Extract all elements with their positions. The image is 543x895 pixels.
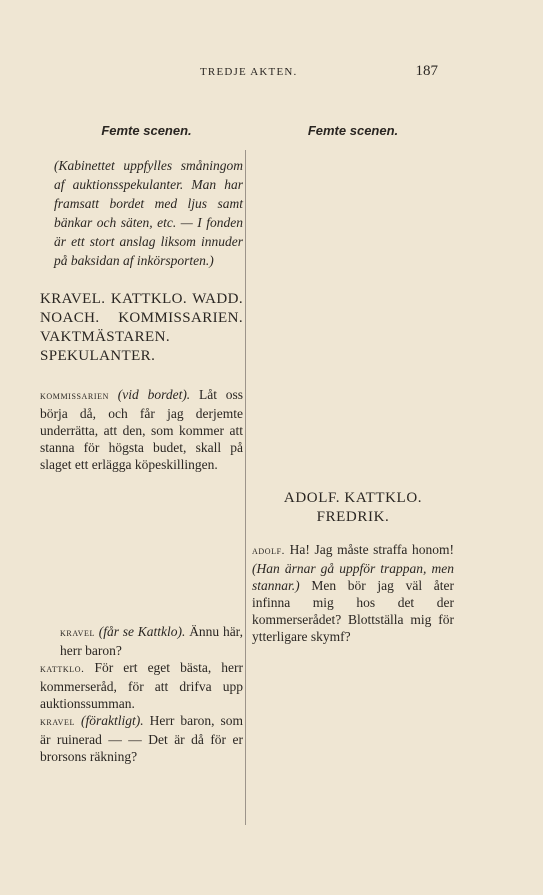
- speech-text: För ert eget bästa, herr kommerseråd, för att drifva upp auktionssumman.: [40, 660, 243, 711]
- column-divider: [245, 150, 246, 825]
- speech-text: Men bör jag väl åter infinna mig hos det der kommerserådet? Blottställa mig för ytterligare skymf?: [252, 578, 454, 644]
- speech-kommissarien: [40, 386, 243, 473]
- left-stage-direction: (Kabinettet uppfylles småningom af auktionsspekulanter. Man har framsatt bordet med ljus samt bänkar och säten, etc. — I fonden är ett stort anslag liksom innuder på baksidan af inkörsporten.): [54, 158, 243, 268]
- speech-text: Låt oss börja då, och får jag derjemte underrätta, att den, som kommer att stanna för högsta budet, skall på slaget ett erlägga köpeskillingen.: [40, 387, 244, 472]
- speech-kravel-2: [40, 712, 243, 765]
- speaker-name: kravel: [40, 716, 76, 728]
- speech-direction: (får se Kattklo).: [98, 624, 186, 639]
- left-cast-list: KRAVEL. KATTKLO. WADD. NOACH. KOMMISSARIEN. VAKTMÄSTAREN. SPEKULANTER.: [40, 291, 243, 364]
- left-column: [40, 122, 243, 765]
- left-scene-heading: Femte scenen.: [101, 123, 192, 138]
- speech-text: Ännu här, herr baron?: [60, 624, 244, 658]
- speech-text: Ha! Jag måste straffa honom!: [289, 542, 455, 557]
- speech-direction: (föraktligt).: [81, 713, 144, 728]
- speaker-name: adolf.: [252, 545, 286, 557]
- page-header: [0, 63, 543, 84]
- speech-kattklo: [40, 659, 243, 712]
- speaker-name: kommissarien: [40, 390, 109, 402]
- speech-direction: (vid bordet).: [117, 387, 191, 402]
- page-number: 187: [415, 63, 438, 79]
- speech-text: Herr baron, som är ruinerad — — Det är då för er brorsons räkning?: [40, 713, 243, 764]
- right-cast-list: ADOLF. KATTKLO. FREDRIK.: [283, 490, 423, 525]
- running-title: TREDJE AKTEN.: [200, 66, 298, 78]
- speech-adolf: [252, 541, 454, 645]
- right-scene-heading: Femte scenen.: [307, 123, 399, 138]
- speech-direction: (Han ärnar gå uppför trappan, men stannar.): [252, 561, 454, 593]
- right-column: [252, 122, 454, 645]
- speaker-name: kattklo.: [40, 663, 85, 675]
- speech-kravel-1: [40, 623, 243, 659]
- speaker-name: kravel: [60, 627, 96, 639]
